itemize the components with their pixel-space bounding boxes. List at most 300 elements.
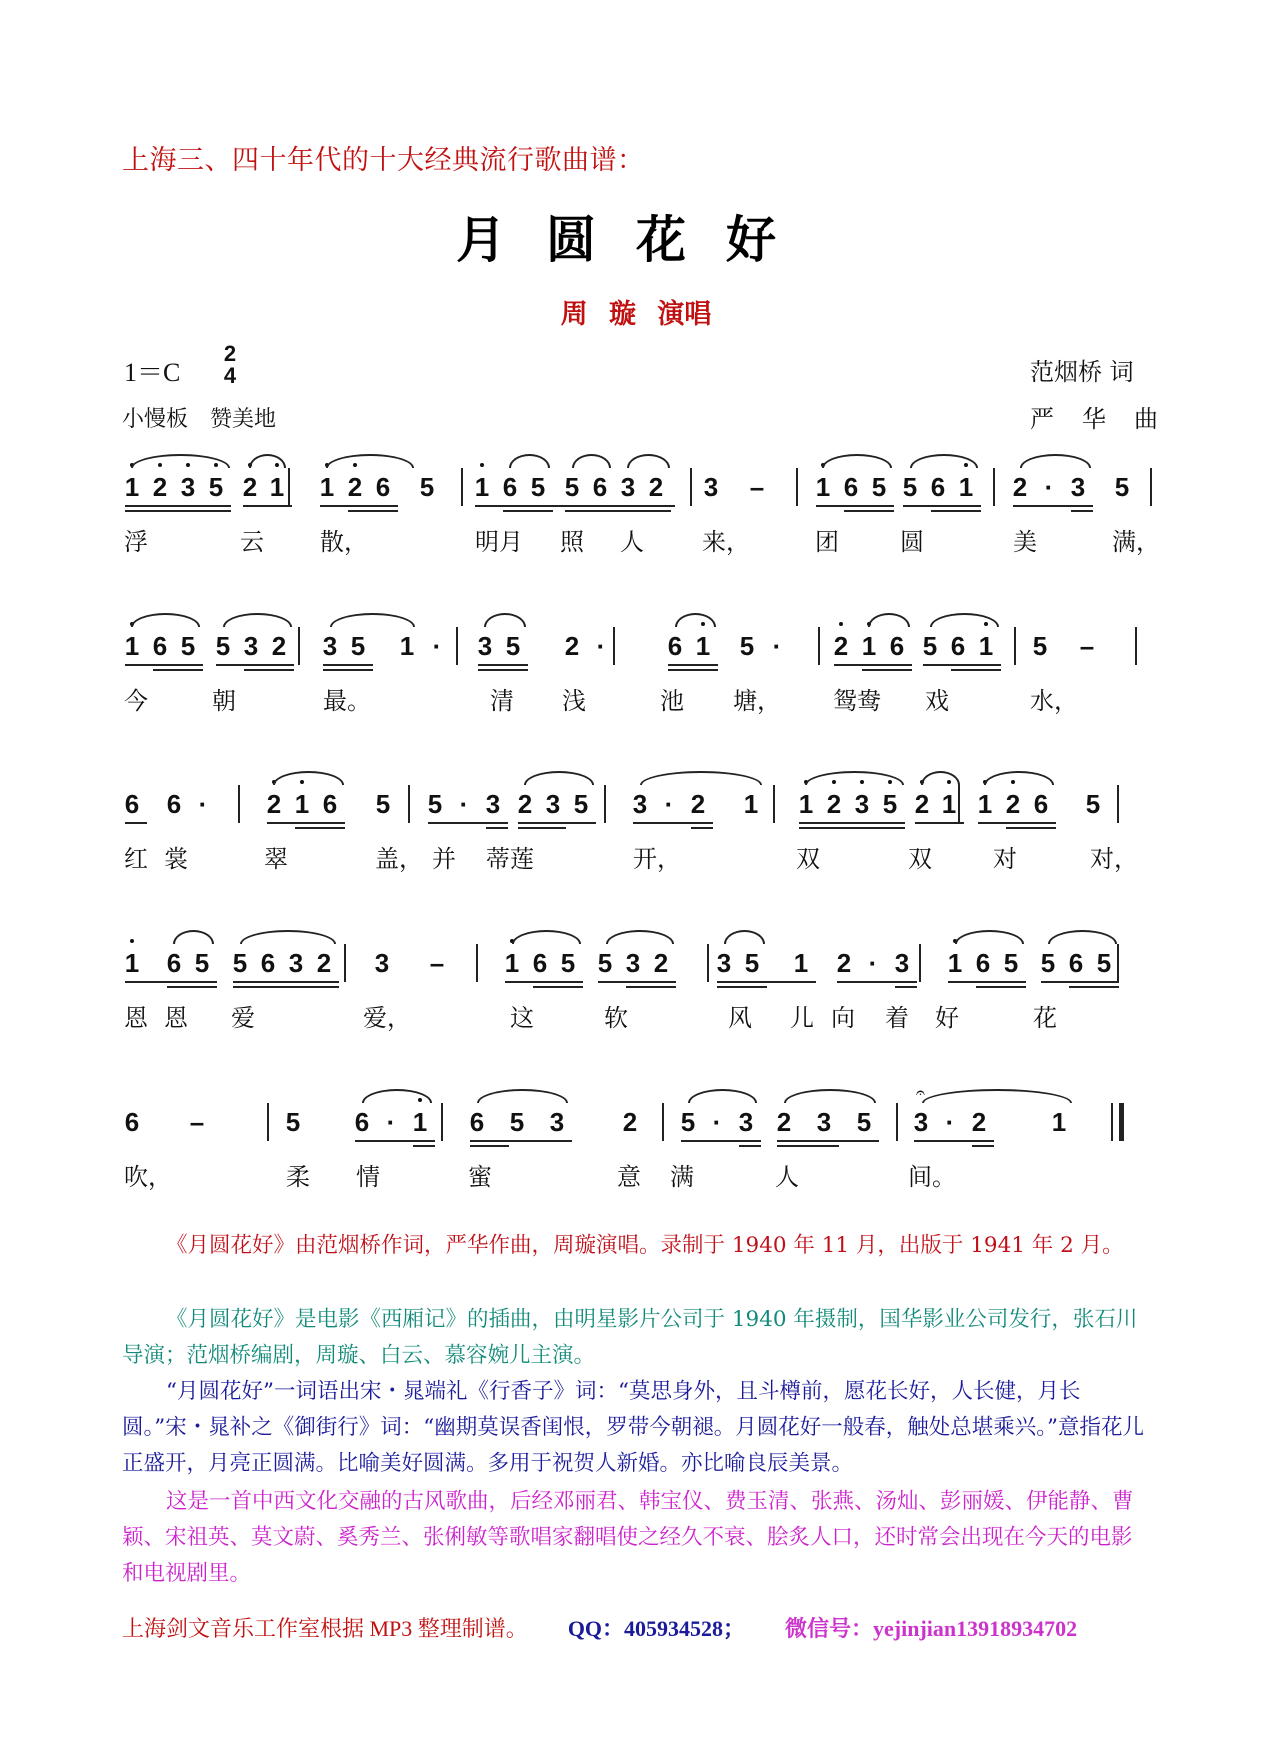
note: 3 — [632, 789, 648, 819]
note: 5 — [194, 948, 210, 978]
barline — [707, 944, 709, 982]
slur-arc — [688, 1089, 757, 1103]
note: 3 — [894, 948, 910, 978]
slur-arc — [1020, 454, 1091, 468]
note: 2 — [271, 631, 287, 661]
barline — [1150, 468, 1152, 506]
note: 1 — [812, 472, 834, 502]
lyric-syllable: 恩 — [124, 1004, 148, 1032]
note: 5 — [215, 631, 231, 661]
duration-underline — [844, 510, 894, 512]
lyric-syllable: 戏 — [925, 687, 949, 715]
note: 1 — [955, 472, 977, 502]
note: 2 — [836, 948, 852, 978]
lyric-syllable: 蜜 — [468, 1163, 492, 1191]
note: · — [596, 631, 606, 661]
time-signature — [222, 343, 238, 387]
note: 2 — [564, 631, 580, 661]
lyric-syllable: 并 — [432, 845, 456, 873]
note: 5 — [1032, 631, 1048, 661]
note: 6 — [502, 472, 518, 502]
duration-underline — [243, 505, 292, 507]
note: · — [459, 789, 469, 819]
note: 2 — [653, 948, 669, 978]
slur-arc — [326, 454, 414, 468]
barline — [1014, 627, 1016, 665]
note: 5 — [375, 789, 391, 819]
note: 3 — [485, 789, 501, 819]
barline — [288, 468, 290, 506]
note: 2 — [911, 789, 933, 819]
slur-arc — [240, 930, 336, 944]
note: 1 — [316, 472, 338, 502]
duration-underline — [1071, 510, 1093, 512]
note: 1 — [975, 631, 997, 661]
lyric-syllable: 向 — [831, 1004, 855, 1032]
note: – — [429, 948, 445, 978]
composer-part-3: 曲 — [1134, 405, 1158, 433]
duration-underline — [799, 827, 905, 829]
note: 5 — [1085, 789, 1101, 819]
note: 2 — [344, 472, 366, 502]
note: 5 — [505, 631, 521, 661]
note: 5 — [871, 472, 887, 502]
duration-underline — [216, 664, 294, 666]
slur-arc — [921, 771, 960, 785]
note: 3 — [322, 631, 338, 661]
note: 6 — [354, 1107, 370, 1137]
duration-underline — [777, 1140, 879, 1142]
note: 6 — [166, 789, 182, 819]
note: 2 — [830, 631, 852, 661]
note: 1 — [944, 948, 966, 978]
barline — [604, 785, 606, 823]
lyric-syllable: 爱， — [363, 1004, 411, 1032]
barline — [958, 785, 960, 823]
duration-underline — [533, 986, 583, 988]
studio-credit: 上海剑文音乐工作室根据 MP3 整理制谱。 — [122, 1616, 528, 1641]
duration-underline — [470, 1145, 509, 1147]
lyric-syllable: 团 — [815, 528, 839, 556]
slur-arc — [930, 613, 999, 627]
lyric-syllable: 双 — [796, 845, 820, 873]
fermata-icon: 𝄐 — [916, 1083, 925, 1102]
lyric-syllable: 最。 — [323, 687, 371, 715]
duration-underline — [125, 510, 231, 512]
note: 5 — [1003, 948, 1019, 978]
slur-arc — [922, 1089, 1072, 1103]
duration-underline — [125, 981, 217, 983]
duration-underline — [1006, 827, 1056, 829]
note-paragraph-film: 《月圆花好》是电影《西厢记》的插曲，由明星影片公司于 1940 年摄制，国华影业公司发行，张石川导演；范烟桥编剧，周璇、白云、慕容婉儿主演。 — [122, 1307, 1138, 1368]
note: · — [664, 789, 674, 819]
lyric-syllable: 好 — [935, 1004, 959, 1032]
note: 5 — [744, 948, 760, 978]
note: 3 — [288, 948, 304, 978]
slur-arc — [868, 613, 910, 627]
duration-underline — [862, 669, 912, 671]
duration-underline — [931, 510, 981, 512]
note: 5 — [419, 472, 435, 502]
note: 3 — [738, 1107, 754, 1137]
note: · — [772, 631, 782, 661]
barline — [662, 1103, 664, 1141]
time-signature-bottom: 4 — [223, 363, 237, 388]
note: · — [432, 631, 442, 661]
slur-arc — [131, 454, 230, 468]
duration-underline — [598, 981, 676, 983]
note: 5 — [205, 472, 227, 502]
lyric-syllable: 风 — [728, 1004, 752, 1032]
duration-underline — [348, 510, 398, 512]
lyric-syllable: 朝 — [212, 687, 236, 715]
lyric-syllable: 浮 — [124, 528, 148, 556]
note: – — [749, 472, 765, 502]
lyric-syllable: 盖， — [375, 845, 423, 873]
note: 5 — [560, 948, 576, 978]
barline — [1135, 627, 1137, 665]
barline — [919, 944, 921, 982]
duration-underline — [895, 986, 917, 988]
slur-arc — [724, 930, 765, 944]
barline — [298, 627, 300, 665]
note: 6 — [124, 789, 140, 819]
note: · — [198, 789, 208, 819]
slur-arc — [784, 1089, 876, 1103]
duration-underline — [903, 505, 981, 507]
slur-arc — [984, 771, 1054, 785]
barline — [993, 468, 995, 506]
note: 1 — [938, 789, 960, 819]
note: 3 — [477, 631, 493, 661]
note: 5 — [597, 948, 613, 978]
duration-underline — [923, 664, 1001, 666]
note: 3 — [1070, 472, 1086, 502]
note: 5 — [530, 472, 546, 502]
barline — [441, 1103, 443, 1141]
note: 6 — [375, 472, 391, 502]
lyric-syllable: 散， — [320, 528, 368, 556]
footer — [122, 1612, 1077, 1643]
note: 6 — [322, 789, 338, 819]
note: 3 — [549, 1107, 565, 1137]
lyric-syllable: 意 — [617, 1163, 641, 1191]
barline — [896, 1103, 898, 1141]
note: 2 — [1012, 472, 1028, 502]
note: 5 — [350, 631, 366, 661]
duration-underline — [976, 986, 1026, 988]
duration-underline — [691, 827, 713, 829]
slur-arc — [330, 613, 415, 627]
lyric-syllable: 恩 — [164, 1004, 188, 1032]
slur-arc — [509, 454, 550, 468]
duration-underline — [233, 986, 339, 988]
note: 2 — [690, 789, 706, 819]
duration-underline — [428, 822, 508, 824]
lyric-syllable: 明月 — [475, 528, 523, 556]
lyric-syllable: 对 — [993, 845, 1017, 873]
lyric-syllable: 清 — [490, 687, 514, 715]
lyric-syllable: 着 — [885, 1004, 909, 1032]
note: 6 — [1033, 789, 1049, 819]
duration-underline — [503, 510, 553, 512]
barline — [238, 785, 240, 823]
note: 2 — [648, 472, 664, 502]
duration-underline — [799, 822, 905, 824]
duration-underline — [233, 981, 339, 983]
note: 5 — [1096, 948, 1112, 978]
slur-arc — [477, 1089, 568, 1103]
note: 1 — [793, 948, 809, 978]
note: 3 — [913, 1107, 929, 1137]
note: 1 — [1051, 1107, 1067, 1137]
barline — [818, 627, 820, 665]
final-barline-thin — [1111, 1103, 1113, 1141]
lyric-syllable: 满 — [670, 1163, 694, 1191]
duration-underline — [355, 1140, 435, 1142]
note: 3 — [716, 948, 732, 978]
duration-underline — [681, 1140, 761, 1142]
slur-arc — [572, 454, 611, 468]
lyric-syllable: 儿 — [790, 1004, 814, 1032]
lyric-syllable: 池 — [660, 687, 684, 715]
note: 1 — [121, 948, 143, 978]
lyric-syllable: 水， — [1030, 687, 1078, 715]
note: · — [945, 1107, 955, 1137]
note: 3 — [620, 472, 636, 502]
lyric-syllable: 柔 — [286, 1163, 310, 1191]
barline — [773, 785, 775, 823]
score-row — [0, 948, 1272, 1078]
tempo-marking — [122, 402, 298, 433]
note: 2 — [263, 789, 285, 819]
lyric-syllable: 照 — [560, 528, 584, 556]
duration-underline — [320, 505, 398, 507]
lyric-syllable: 花 — [1033, 1004, 1057, 1032]
note: 5 — [856, 1107, 872, 1137]
score-row — [0, 1083, 1272, 1237]
note: 1 — [858, 631, 880, 661]
note: 1 — [743, 789, 759, 819]
note: 1 — [974, 789, 996, 819]
slur-arc — [606, 930, 674, 944]
barline — [476, 944, 478, 982]
lyric-syllable: 对， — [1090, 845, 1138, 873]
note: 5 — [680, 1107, 696, 1137]
lyric-syllable: 人 — [775, 1163, 799, 1191]
barline — [344, 944, 346, 982]
lyric-syllable: 人 — [620, 528, 644, 556]
note-paragraph-recording: 《月圆花好》由范烟桥作词，严华作曲，周璇演唱。录制于 1940 年 11 月，出版于 1941 年 2 月。 — [166, 1233, 1124, 1258]
note: 5 — [285, 1107, 301, 1137]
slur-arc — [1048, 930, 1117, 944]
note: 6 — [950, 631, 966, 661]
note: 6 — [532, 948, 548, 978]
slur-arc — [627, 454, 670, 468]
lyric-syllable: 云 — [240, 528, 264, 556]
lyric-syllable: 今 — [124, 687, 148, 715]
score-row — [0, 472, 1272, 602]
note: 6 — [166, 948, 182, 978]
note: · — [1044, 472, 1054, 502]
note: 5 — [922, 631, 938, 661]
duration-underline — [739, 1145, 761, 1147]
note: 5 — [427, 789, 443, 819]
note: · — [386, 1107, 396, 1137]
duration-underline — [478, 669, 528, 671]
slur-arc — [484, 613, 526, 627]
note: 5 — [739, 631, 755, 661]
lyric-syllable: 爱 — [231, 1004, 255, 1032]
slur-arc — [910, 454, 978, 468]
key-signature: 1＝C — [124, 358, 181, 387]
wechat-contact: 微信号：yejinjian13918934702 — [785, 1616, 1078, 1641]
note: 6 — [1068, 948, 1084, 978]
note: 6 — [124, 1107, 140, 1137]
slur-arc — [524, 771, 594, 785]
slur-arc — [273, 771, 344, 785]
note: 6 — [930, 472, 946, 502]
duration-underline — [978, 822, 1056, 824]
note: 3 — [177, 472, 199, 502]
duration-underline — [486, 827, 508, 829]
lyric-syllable: 满， — [1112, 528, 1160, 556]
duration-underline — [413, 1145, 435, 1147]
note: 5 — [180, 631, 196, 661]
score-row — [0, 789, 1272, 919]
duration-underline — [717, 981, 816, 983]
note: 1 — [266, 472, 288, 502]
duration-underline — [505, 981, 583, 983]
note: 3 — [625, 948, 641, 978]
note: 5 — [509, 1107, 525, 1137]
barline — [690, 468, 692, 506]
duration-underline — [125, 822, 147, 824]
note: 6 — [592, 472, 608, 502]
duration-underline — [837, 981, 917, 983]
duration-underline — [518, 822, 596, 824]
note: 6 — [260, 948, 276, 978]
note: 2 — [149, 472, 171, 502]
note: 5 — [879, 789, 901, 819]
lyric-syllable: 软 — [604, 1004, 628, 1032]
barline — [461, 468, 463, 506]
note: 5 — [564, 472, 580, 502]
lyric-syllable: 裳 — [164, 845, 188, 873]
lyric-syllable: 蒂莲 — [486, 845, 534, 873]
singer-name-2: 璇 — [609, 299, 636, 330]
note: · — [868, 948, 878, 978]
duration-underline — [948, 981, 1026, 983]
note: 1 — [291, 789, 313, 819]
lyric-syllable: 双 — [908, 845, 932, 873]
high-octave-dot — [480, 463, 484, 467]
slur-arc — [249, 454, 286, 468]
duration-underline — [972, 1145, 994, 1147]
duration-underline — [915, 822, 964, 824]
singer-name-1: 周 — [560, 299, 588, 330]
note: – — [189, 1107, 205, 1137]
note: 2 — [316, 948, 332, 978]
duration-underline — [475, 505, 675, 507]
duration-underline — [668, 669, 718, 671]
lyricist-credit: 范烟桥 词 — [1030, 358, 1134, 386]
duration-underline — [125, 664, 203, 666]
slur-arc — [512, 930, 581, 944]
note: 1 — [501, 948, 523, 978]
lyric-syllable: 浅 — [562, 687, 586, 715]
lyric-syllable: 吹， — [124, 1163, 172, 1191]
duration-underline — [295, 827, 345, 829]
note: 1 — [399, 631, 415, 661]
high-octave-dot — [130, 939, 134, 943]
note: 6 — [152, 631, 168, 661]
duration-underline — [1013, 505, 1093, 507]
note-paragraph-origin: “月圆花好”一词语出宋・晁端礼《行香子》词：“莫思身外，且斗樽前，愿花长好，人长健，月长圆。”宋・晁补之《御街行》词：“幽期莫误香闺恨，罗带今朝褪。月圆花好一般春，触处总堪乘兴。”意指花儿正盛开，月亮正圆满。比喻美好圆满。多用于祝贺人新婚。亦比喻良辰美景。 — [122, 1379, 1144, 1476]
note: 3 — [243, 631, 259, 661]
slur-arc — [805, 771, 904, 785]
duration-underline — [244, 669, 294, 671]
note: 6 — [975, 948, 991, 978]
note: 6 — [667, 631, 683, 661]
duration-underline — [777, 1145, 839, 1147]
note: 1 — [471, 472, 493, 502]
composer-credit — [1030, 399, 1158, 434]
duration-underline — [565, 510, 671, 512]
barline — [796, 468, 798, 506]
note: 3 — [545, 789, 561, 819]
barline — [408, 785, 410, 823]
duration-underline — [518, 827, 566, 829]
duration-underline — [267, 822, 345, 824]
lyric-syllable: 红 — [124, 845, 148, 873]
singer-credit — [0, 292, 1272, 331]
singer-role: 演唱 — [657, 299, 712, 330]
duration-underline — [951, 669, 1001, 671]
barline — [1117, 785, 1119, 823]
note: 3 — [703, 472, 719, 502]
note: 1 — [121, 631, 143, 661]
slur-arc — [362, 1089, 432, 1103]
duration-underline — [323, 664, 373, 666]
slur-arc — [223, 613, 292, 627]
note: 5 — [232, 948, 248, 978]
tempo-label: 小慢板 — [122, 407, 189, 432]
note: 2 — [776, 1107, 792, 1137]
qq-contact: QQ：405934528； — [567, 1616, 746, 1641]
lyric-syllable: 鸳鸯 — [833, 687, 881, 715]
duration-underline — [470, 1140, 572, 1142]
slur-arc — [640, 771, 762, 785]
barline — [267, 1103, 269, 1141]
duration-underline — [834, 664, 912, 666]
note: 2 — [622, 1107, 638, 1137]
composer-part-1: 严 — [1030, 405, 1054, 433]
note: 6 — [469, 1107, 485, 1137]
composer-part-2: 华 — [1082, 405, 1106, 433]
note: 2 — [823, 789, 845, 819]
duration-underline — [1041, 981, 1119, 983]
expression-label: 赞美地 — [210, 407, 277, 432]
high-octave-dot — [839, 622, 843, 626]
note: 5 — [1040, 948, 1056, 978]
duration-underline — [1069, 986, 1119, 988]
slur-arc — [822, 454, 892, 468]
lyric-syllable: 翠 — [264, 845, 288, 873]
note: – — [1079, 631, 1095, 661]
lyric-syllable: 情 — [356, 1163, 380, 1191]
song-title: 月圆花好 — [456, 210, 816, 269]
